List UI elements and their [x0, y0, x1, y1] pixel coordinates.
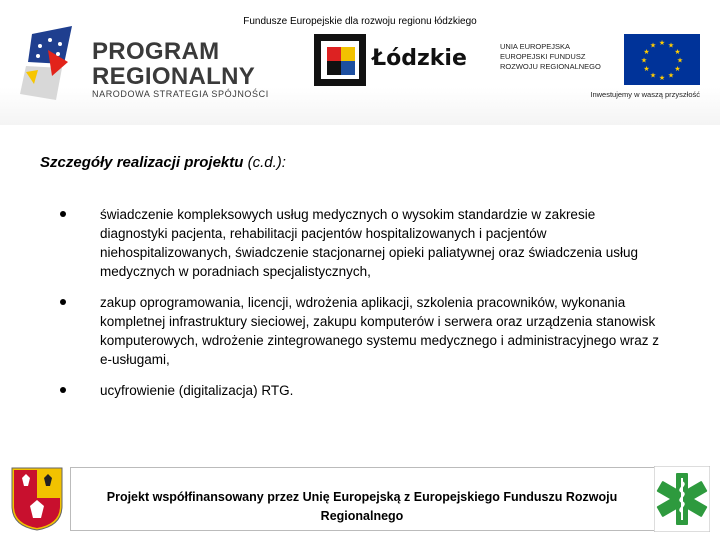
- bullet-dot-icon: [60, 299, 66, 305]
- footer-text: [70, 488, 654, 526]
- content-heading: [40, 154, 286, 171]
- bullet-text: świadczenie kompleksowych usług medycznych o wysokim standardzie w zakresie diagnostyki pacjenta, rehabilitacji pacjentów hospitalizowanych i pacjentów niehospitalizowanych, świadczenie stacjonarnej opieki paliatywnej oraz świadczenia usług medycznych w poradniach specjalistycznych,: [100, 207, 639, 279]
- coat-of-arms-icon: [10, 466, 64, 532]
- svg-text:★: ★: [676, 56, 684, 65]
- list-item: [60, 293, 660, 369]
- list-item: [60, 205, 660, 281]
- bullet-text: ucyfrowienie (digitalizacja) RTG.: [100, 383, 294, 398]
- eu-flag-icon: [624, 34, 700, 85]
- lodzkie-logo-text: Łódzkie: [372, 46, 467, 71]
- eu-text-line1: UNIA EUROPEJSKA: [500, 42, 571, 51]
- svg-text:★: ★: [674, 65, 681, 73]
- lodzkie-emblem-icon: [314, 34, 366, 86]
- program-logo-line2: REGIONALNY: [92, 63, 256, 90]
- heading-bold: Szczegóły realizacji projektu: [40, 154, 244, 171]
- program-logo-line3: NARODOWA STRATEGIA SPÓJNOŚCI: [92, 89, 269, 99]
- svg-text:★: ★: [640, 56, 648, 65]
- svg-text:★: ★: [658, 39, 666, 47]
- eu-text-line2: EUROPEJSKI FUNDUSZ: [500, 52, 586, 61]
- svg-text:★: ★: [674, 48, 681, 56]
- svg-text:★: ★: [643, 48, 650, 56]
- footer-line1: Projekt współfinansowany przez Unię Europejską z Europejskiego Funduszu Rozwoju: [106, 490, 618, 504]
- top-caption: Fundusze Europejskie dla rozwoju regionu łódzkiego: [243, 16, 477, 27]
- bullet-dot-icon: [60, 211, 66, 217]
- footer-line2: Regionalnego: [320, 509, 404, 523]
- svg-text:★: ★: [649, 41, 657, 50]
- heading-suffix: (c.d.):: [243, 154, 286, 171]
- bullet-text: zakup oprogramowania, licencji, wdrożenia aplikacji, szkolenia pracowników, wykonania kompletnej infrastruktury sieciowej, zakupu komputerów i serwera oraz urządzenia stanowisk komputerowych, wdrożenie zintegrowanego systemu medycznego i administracyjnego wraz z e-usługami,: [100, 295, 660, 367]
- lodzkie-logo: [314, 34, 467, 86]
- program-regionalny-emblem-icon: [18, 22, 82, 106]
- svg-text:★: ★: [667, 71, 675, 80]
- tagline: Inwestujemy w waszą przyszłość: [590, 90, 700, 99]
- svg-text:★: ★: [649, 71, 657, 80]
- bullet-list: [60, 205, 660, 412]
- list-item: [60, 381, 660, 400]
- svg-text:★: ★: [643, 65, 650, 73]
- program-regionalny-logo: [18, 22, 288, 106]
- program-logo-line1: PROGRAM: [92, 38, 220, 65]
- svg-text:★: ★: [658, 74, 666, 82]
- eu-fund-text: [500, 42, 620, 72]
- svg-text:★: ★: [667, 41, 675, 50]
- eu-text-line3: ROZWOJU REGIONALNEGO: [500, 62, 601, 71]
- bullet-dot-icon: [60, 387, 66, 393]
- medical-star-of-life-icon: [654, 466, 710, 532]
